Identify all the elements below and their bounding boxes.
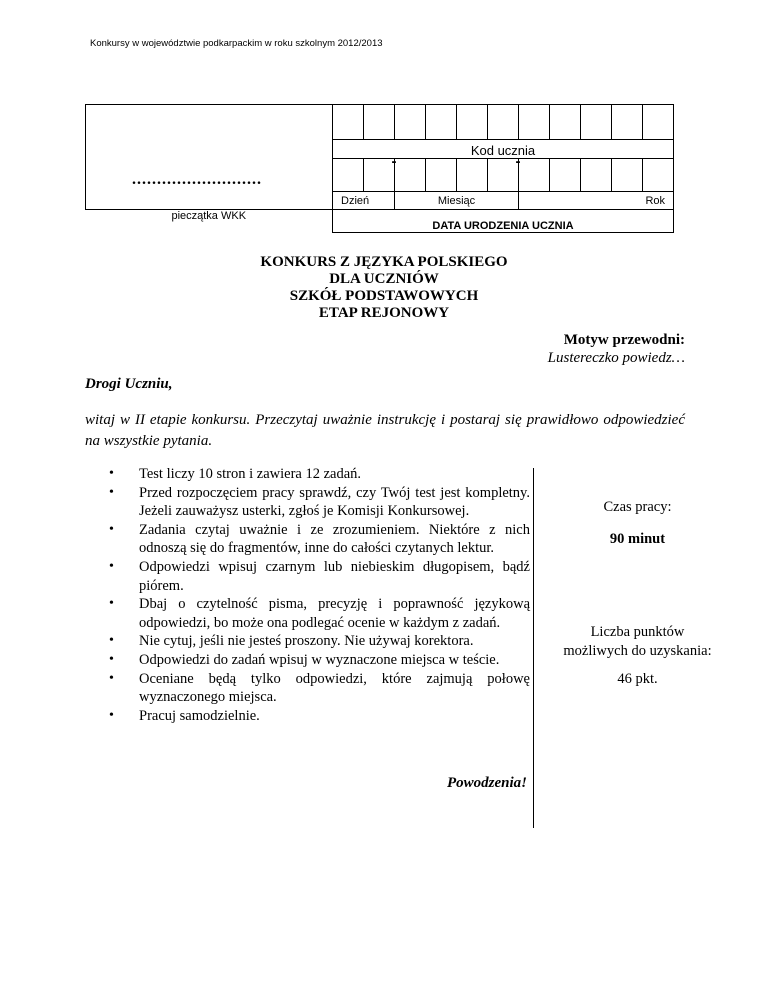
stamp-area	[86, 105, 333, 210]
code-cell[interactable]	[581, 105, 612, 140]
day-label: Dzień	[333, 192, 395, 210]
code-cell[interactable]	[550, 105, 581, 140]
points-label: możliwych do uzyskania:	[563, 643, 712, 659]
contest-stage: ETAP REJONOWY	[318, 305, 450, 321]
code-cell[interactable]	[643, 105, 674, 140]
student-code-form	[85, 104, 674, 233]
list-item: • Przed rozpoczęciem pracy sprawdź, czy Twój test jest kompletny. Jeżeli zauważysz usterki, zgłoś je Komisji Konkursowej.	[139, 484, 530, 521]
date-separator: -	[515, 153, 521, 170]
greeting: Drogi Uczniu,	[85, 376, 173, 392]
closing-text: Powodzenia!	[447, 775, 528, 791]
list-item: • Test liczy 10 stron i zawiera 12 zadań.	[139, 465, 530, 484]
day-cell[interactable]	[333, 159, 364, 192]
day-cell[interactable]	[364, 153, 397, 192]
list-item: • Dbaj o czytelność pisma, precyzję i poprawność językową odpowiedzi, bo może ona podlegać ocenie w każdym z zadań.	[139, 595, 530, 632]
year-cell[interactable]	[519, 159, 550, 192]
code-cell[interactable]	[612, 105, 643, 140]
year-cell[interactable]	[643, 159, 674, 192]
month-cell[interactable]	[395, 159, 426, 192]
month-cell[interactable]	[426, 159, 457, 192]
motto-heading: Motyw przewodni:	[563, 332, 685, 348]
month-label: Miesiąc	[395, 192, 519, 210]
stamp-dots: ..........................	[132, 171, 262, 188]
code-label: Kod ucznia	[333, 140, 674, 159]
contest-title: KONKURS Z JĘZYKA POLSKIEGO	[260, 254, 508, 270]
list-item: • Oceniane będą tylko odpowiedzi, które zajmują połowę wyznaczonego miejsca.	[139, 670, 530, 707]
list-item: • Pracuj samodzielnie.	[139, 707, 530, 726]
year-cell[interactable]	[581, 159, 612, 192]
page-header: Konkursy w województwie podkarpackim w roku szkolnym 2012/2013	[90, 38, 383, 49]
year-cell[interactable]	[612, 159, 643, 192]
time-value: 90 minut	[609, 531, 666, 547]
year-cell[interactable]	[550, 159, 581, 192]
instructions-list	[85, 465, 530, 725]
month-cell[interactable]	[457, 159, 488, 192]
motto-text: Lustereczko powiedz…	[547, 350, 685, 366]
points-value: 46 pkt.	[617, 671, 658, 687]
code-cell[interactable]	[426, 105, 457, 140]
code-cell[interactable]	[333, 105, 364, 140]
month-cell[interactable]	[488, 153, 521, 192]
list-item: • Nie cytuj, jeśli nie jesteś proszony. Nie używaj korektora.	[139, 632, 530, 651]
intro-text: witaj w II etapie konkursu. Przeczytaj uważnie instrukcję i postaraj się prawidłowo odpowiedzieć na wszystkie pytania.	[85, 412, 685, 449]
list-item: • Odpowiedzi do zadań wpisuj w wyznaczone miejsca w teście.	[139, 651, 530, 670]
code-cell[interactable]	[519, 105, 550, 140]
time-label: Czas pracy:	[603, 499, 672, 515]
contest-title: DLA UCZNIÓW	[329, 271, 439, 287]
column-divider	[533, 468, 534, 828]
points-label: Liczba punktów	[590, 624, 685, 640]
code-cell[interactable]	[488, 105, 519, 140]
list-item: • Odpowiedzi wpisuj czarnym lub niebieskim długopisem, bądź piórem.	[139, 558, 530, 595]
date-separator: -	[391, 153, 397, 170]
code-cell[interactable]	[457, 105, 488, 140]
code-cell[interactable]	[395, 105, 426, 140]
code-cell[interactable]	[364, 105, 395, 140]
birth-date-label: DATA URODZENIA UCZNIA	[333, 210, 674, 233]
year-label: Rok	[519, 192, 674, 210]
list-item: • Zadania czytaj uważnie i ze zrozumieniem. Niektóre z nich odnoszą się do fragmentów, inne do całości czytanych lektur.	[139, 521, 530, 558]
contest-title: SZKÓŁ PODSTAWOWYCH	[289, 288, 479, 304]
stamp-label: pieczątka WKK	[86, 210, 333, 233]
